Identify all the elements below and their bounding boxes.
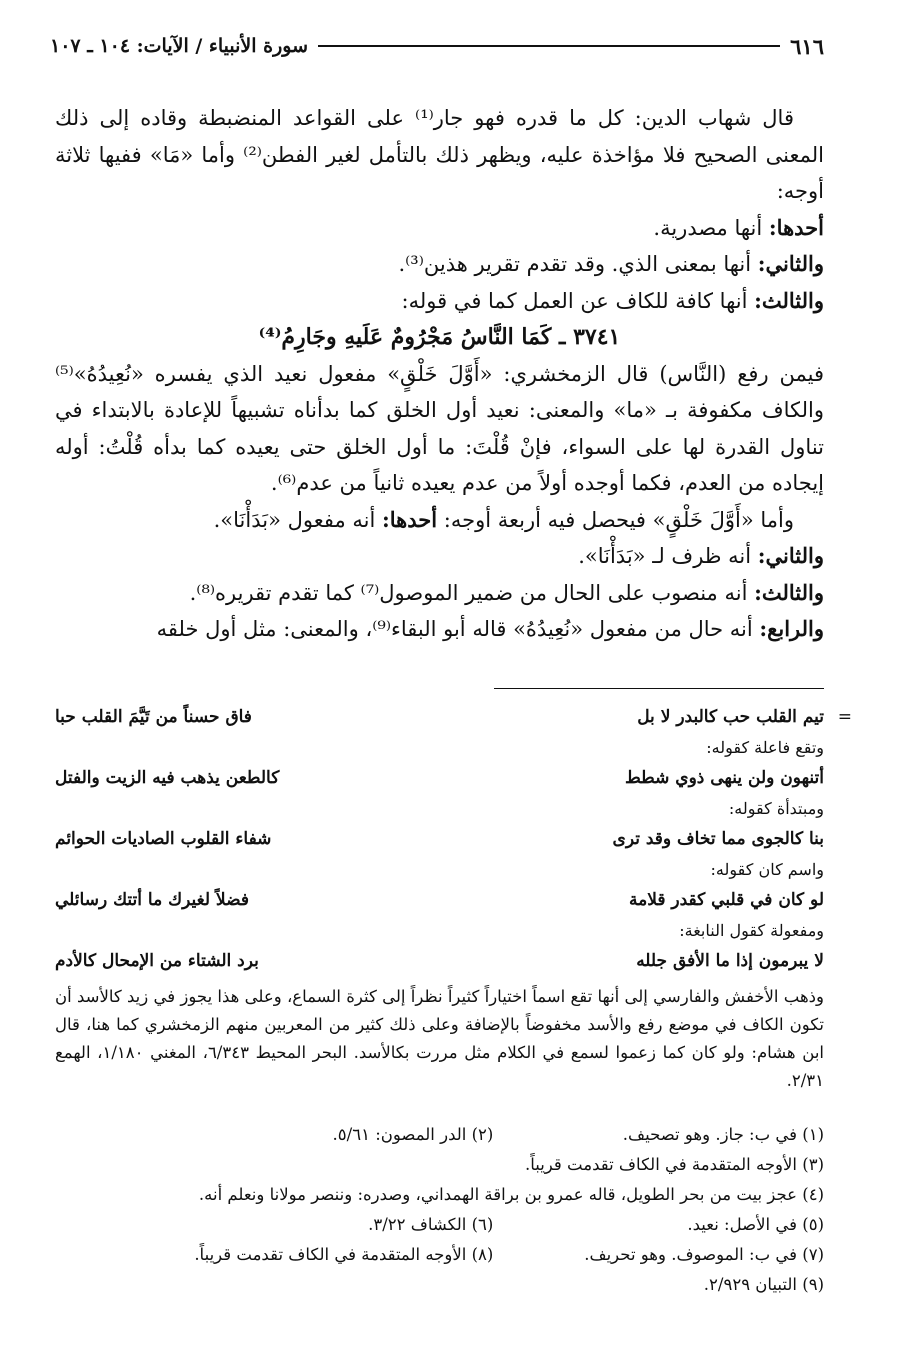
paragraph-second-aspect	[55, 246, 824, 283]
poem-verse	[55, 883, 824, 918]
term-aspect-two: والثاني:	[757, 543, 824, 568]
poem-verse	[55, 822, 824, 857]
paragraph-aspect-two	[55, 538, 824, 575]
footnote-row	[55, 1210, 824, 1240]
verse-hemistich: أتنهون ولن ينهى ذوي شطط	[625, 768, 824, 788]
footnote-6: (٦) الكشاف ٣/٢٢.	[368, 1215, 494, 1234]
term-second: والثاني:	[757, 251, 824, 276]
footnote-4: (٤) عجز بيت من بحر الطويل، قاله عمرو بن براقة الهمداني، وصدره: وننصر مولانا ونعلم أنه.	[198, 1185, 824, 1204]
continuation-mark: =	[837, 707, 852, 727]
footnote-rule	[494, 688, 824, 689]
verse-intro: ومفعولة كقول النابغة:	[679, 921, 824, 940]
verse-hemistich: برد الشتاء من الإمحال كالأدم	[55, 951, 259, 971]
footnote-row	[55, 1150, 824, 1180]
text-third: أنها كافة للكاف عن العمل كما في قوله:	[401, 288, 755, 313]
footnote-prose: وذهب الأخفش والفارسي إلى أنها تقع اسماً اختياراً كثيراً نظراً إلى كثرة السماع، وعلى هذا يجوز في زيد كالأسد أن تكون الكاف في موضع رفع والأسد مخفوضاً بالإضافة وعلى ذلك كثير من المعربين منهم الزمخشري كما هنا، قال ابن هشام: ولو كان كما زعموا لسمع في الكلام مثل مررت بكالأسد. البحر المحيط ٦/٣٤٣، المغني ١/١٨٠، الهمع ٢/٣١.	[55, 987, 824, 1090]
term-awwal-first: أحدها:	[382, 506, 438, 532]
text-awwal-tail: أنه مفعول «بَدَأْنَا».	[213, 507, 382, 532]
footnote-1: (١) في ب: جاز. وهو تصحيف.	[622, 1125, 824, 1144]
verse-hemistich: فضلاً لغيرك ما أتتك رسائلي	[55, 890, 249, 910]
paragraph-zamakhshari: فيمن رفع (النَّاس) قال الزمخشري: «أَوَّلَ خَلْقٍ» مفعول نعيد الذي يفسره «نُعِيدُهُ»⁽⁵⁾ والكاف مكفوفة بـ «ما» والمعنى: نعيد أول الخلق كما بدأناه تشبيهاً للإعادة بالابتداء في تناول القدرة لها على السواء، فإنْ قُلْتَ: ما أول الخلق حتى يعيده كما بدأه قُلْتُ: أوله إيجاده من العدم، فكما أوجده أولاً من عدم يعيده ثانياً من عدم⁽⁶⁾.	[55, 361, 824, 495]
poem-verse	[55, 944, 824, 979]
verse-hemistich: فاق حسناً من تَيَّمَ القلب حبا	[55, 707, 252, 727]
paragraph-aspect-four	[55, 611, 824, 648]
verse-hemistich: تيم القلب حب كالبدر لا بل	[637, 707, 824, 727]
text-aspect-two: أنه ظرف لـ «بَدَأْنَا».	[578, 544, 758, 568]
poem-verse	[55, 761, 824, 796]
text-first: أنها مصدرية.	[653, 215, 769, 240]
footnote-2: (٢) الدر المصون: ٥/٦١.	[332, 1125, 494, 1144]
verse-hemistich: لو كان في قلبي كقدر قلامة	[629, 890, 824, 910]
surah-title: سورة الأنبياء / الآيات: ١٠٤ ـ ١٠٧	[50, 35, 308, 57]
text-aspect-four: أنه حال من مفعول «نُعِيدُهُ» قاله أبو البقاء⁽⁹⁾، والمعنى: مثل أول خلقه	[156, 617, 760, 641]
footnote-row	[55, 1240, 824, 1270]
verse-hemistich: لا يبرمون إذا ما الأفق جلله	[636, 951, 824, 971]
term-first: أحدها:	[768, 214, 824, 240]
verse-hemistich: شفاء القلوب الصاديات الحوائم	[55, 829, 272, 849]
footnote-3: (٣) الأوجه المتقدمة في الكاف تقدمت قريباً.	[524, 1155, 824, 1174]
footnote-row	[55, 1270, 824, 1300]
verse-intro: وتقع فاعلة كقوله:	[706, 738, 824, 757]
footnote-row	[55, 1120, 824, 1150]
paragraph-intro: قال شهاب الدين: كل ما قدره فهو جار⁽¹⁾ على القواعد المنضبطة وقاده إلى ذلك المعنى الصحيح فلا مؤاخذة عليه، ويظهر ذلك بالتأمل لغير الفطن⁽²⁾ وأما «مَا» ففيها ثلاثة أوجه:	[55, 106, 824, 203]
footnote-8: (٨) الأوجه المتقدمة في الكاف تقدمت قريباً.	[194, 1245, 494, 1264]
verse-hemistich: كالطعن يذهب فيه الزيت والفتل	[55, 768, 280, 788]
paragraph-aspect-three	[55, 575, 824, 612]
verse-intro: واسم كان كقوله:	[710, 860, 824, 879]
term-aspect-three: والثالث:	[754, 579, 824, 605]
paragraph-awwal-khalq	[55, 502, 824, 539]
main-text	[55, 100, 824, 648]
verse-3741: ٣٧٤١ ـ كَمَا النَّاسُ مَجْرُومٌ عَلَيهِ وجَارِمُ⁽⁴⁾	[258, 324, 621, 350]
verse-hemistich: بنا كالجوى مما تخاف وقد ترى	[612, 829, 824, 849]
text-aspect-three: أنه منصوب على الحال من ضمير الموصول⁽⁷⁾ كما تقدم تقريره⁽⁸⁾.	[189, 580, 755, 605]
footnote-continuation	[55, 700, 852, 1095]
text-awwal: وأما «أَوَّلَ خَلْقٍ» فيحصل فيه أربعة أوجه:	[437, 507, 794, 532]
running-header	[50, 30, 824, 62]
footnote-9: (٩) التبيان ٢/٩٢٩.	[703, 1275, 824, 1294]
poem-verse	[55, 700, 852, 735]
header-rule	[318, 45, 780, 47]
text-second: أنها بمعنى الذي. وقد تقدم تقرير هذين⁽³⁾.	[398, 252, 758, 276]
verse-intro: ومبتدأة كقوله:	[728, 799, 824, 818]
footnote-row	[55, 1180, 824, 1210]
term-aspect-four: والرابع:	[759, 616, 824, 641]
footnotes	[55, 1120, 824, 1300]
footnote-7: (٧) في ب: الموصوف. وهو تحريف.	[584, 1245, 824, 1264]
footnote-5: (٥) في الأصل: نعيد.	[687, 1215, 824, 1234]
paragraph-first-aspect	[55, 210, 824, 247]
term-third: والثالث:	[754, 287, 824, 313]
page-number: ٦١٦	[790, 33, 824, 59]
paragraph-third-aspect	[55, 283, 824, 320]
